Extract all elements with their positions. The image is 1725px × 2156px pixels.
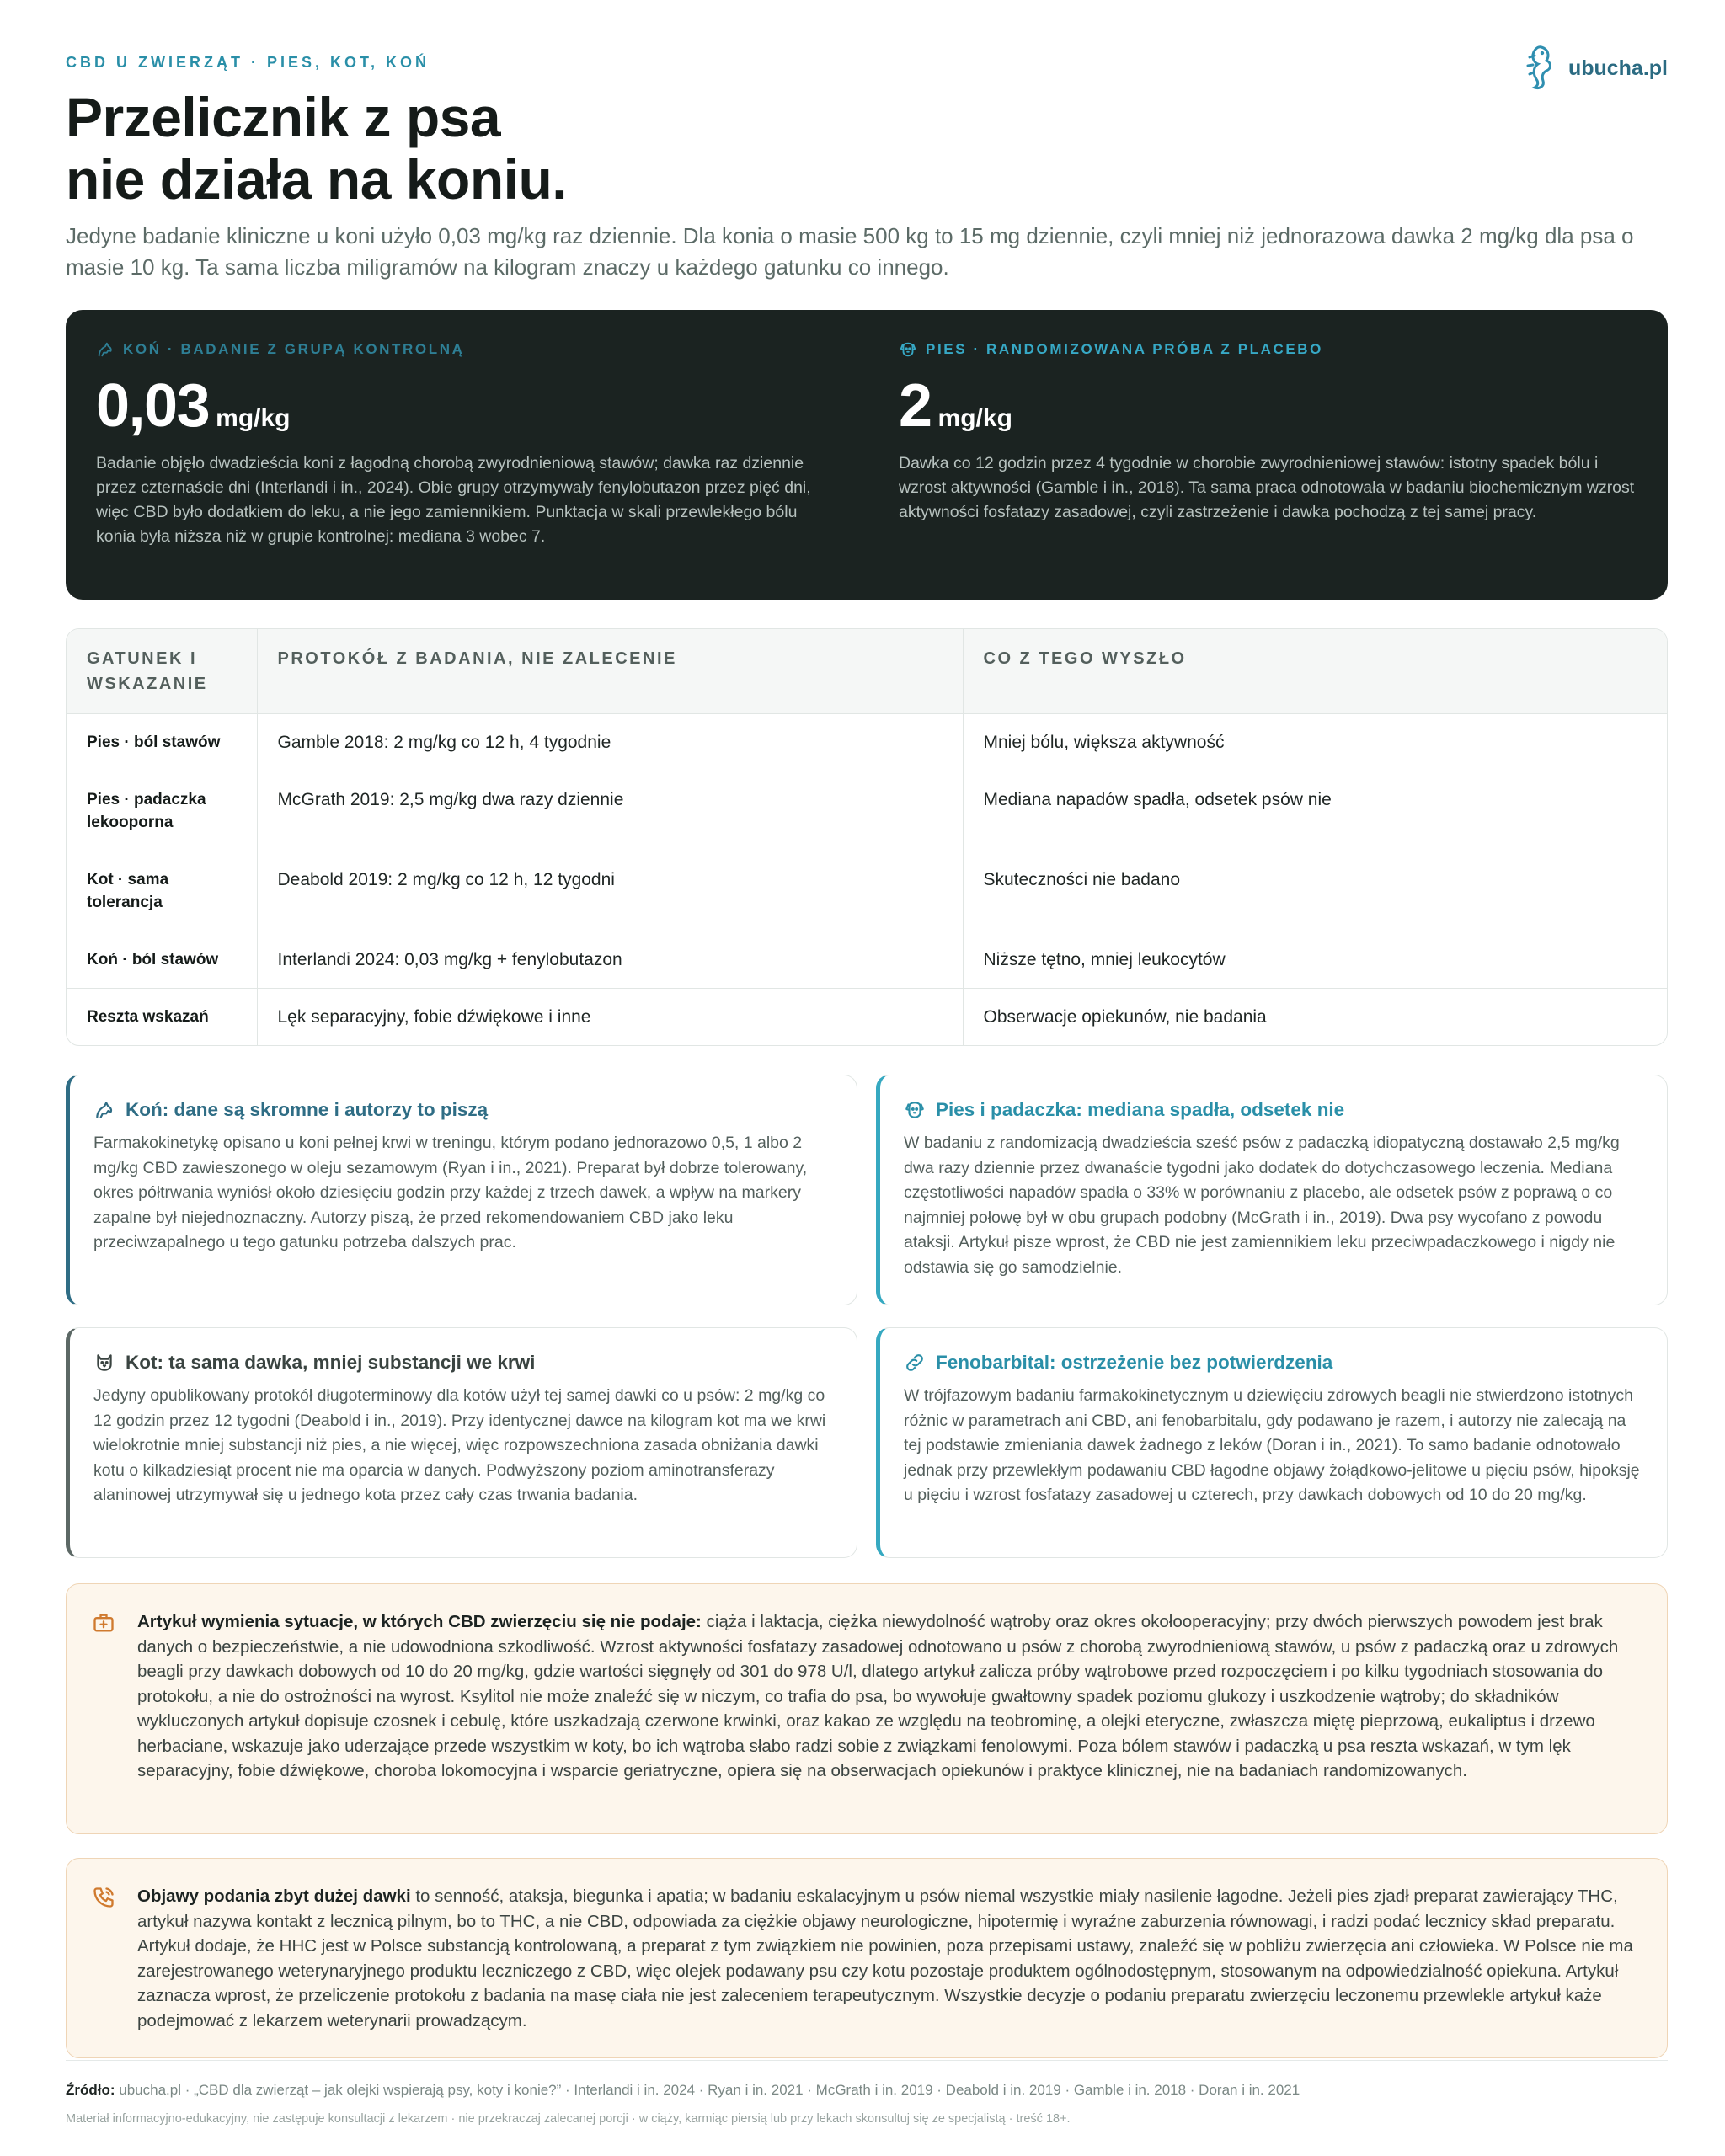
title-line-2: nie działa na koniu.	[66, 148, 568, 211]
card-horse	[66, 1075, 857, 1305]
stat-label: PIES · RANDOMIZOWANA PRÓBA Z PLACEBO	[899, 340, 1640, 359]
stat-label: KOŃ · BADANIE Z GRUPĄ KONTROLNĄ	[96, 340, 837, 359]
source-line	[66, 2082, 1300, 2099]
card-phenobarbital	[876, 1327, 1668, 1558]
card-title: Koń: dane są skromne i autorzy to piszą	[93, 1097, 831, 1123]
disclaimer: Materiał informacyjno-edukacyjny, nie zastępuje konsultacji z lekarzem · nie przekraczaj zalecanej porcji · w ciąży, karmiąc piersią lub przy lekach skonsultuj się ze specjalistą · treść 18+.	[66, 2112, 1071, 2126]
phone-icon	[92, 1886, 115, 1909]
eyebrow: CBD U ZWIERZĄT · PIES, KOT, KOŃ	[66, 54, 430, 71]
cat-icon	[93, 1352, 115, 1374]
card-cat	[66, 1327, 857, 1558]
source-label: Źródło:	[66, 2082, 115, 2098]
notice-body: ciąża i laktacja, ciężka niewydolność wątroby oraz okres okołooperacyjny; przy dwóch pierwszych powodem jest brak danych o bezpieczeństwie, a nie udowodniona szkodliwość. Wzrost aktywności fosfatazy zasadowej odnotowano u psów z chorobą zwyrodnieniową stawów, u psów z padaczką oraz u zdrowych beagli przy dawkach dobowych od 10 do 20 mg/kg, gdzie wartości sięgnęły od 301 do 978 U/l, dlatego artykuł zalicza próby wątrobowe przed rozpoczęciem i po kilku tygodniach stosowania do protokołu, a nie do ostrożności na wyrost. Ksylitol nie może znaleźć się w niczym, co trafia do psa, bo wywołuje gwałtowny spadek poziomu glukozy i uszkodzenie wątroby; do składników wykluczonych artykuł dopisuje czosnek i cebulę, które uszkadzają czerwone krwinki, oraz kakao ze względu na teobrominę, a olejki eteryczne, zwłaszcza miętę pieprzową, eukaliptus i drzewo herbaciane, wskazuje jako uderzające przede wszystkim w koty, bo ich wątroba słabo radzi sobie z związkami fenolowymi. Poza bólem stawów i padaczką u psa reszta wskazań, w tym lęk separacyjny, fobie dźwiękowe, choroba lokomocyjna i wsparcie geriatryczne, opiera się na obserwacjach opiekunów i praktyce klinicznej, nie na badaniach randomizowanych.	[137, 1612, 1619, 1780]
protocol-cell: Deabold 2019: 2 mg/kg co 12 h, 12 tygodni	[257, 851, 963, 931]
stat-unit: mg/kg	[937, 404, 1012, 432]
page-title	[66, 86, 1245, 211]
protocol-table	[66, 628, 1668, 1046]
card-text: Jedyny opublikowany protokół długoterminowy dla kotów użył tej samej dawki co u psów: 2 mg/kg co 12 godzin przez 12 tygodni (Deabold i in., 2019). Przy identycznej dawce na kilogram kot ma we krwi wielokrotnie mniej substancji niż pies, a nie więcej, więc rozpowszechniona zasada obniżania dawki kotu o kilkadziesiąt procent nie ma oparcia w danych. Podwyższony poziom aminotransferazy alaninowej utrzymywał się u jednego kota przez cały czas trwania badania.	[93, 1386, 826, 1504]
table-row	[67, 989, 1667, 1046]
card-text: W badaniu z randomizacją dwadzieścia sześć psów z padaczką idiopatyczną dostawało 2,5 mg/kg dwa razy dziennie przez dwanaście tygodni jako dodatek do dotychczasowego leczenia. Mediana częstotliwości napadów spadła o 33% w porównaniu z placebo, ale odsetek psów z poprawą o co najmniej połowę był w obu grupach podobny (McGrath i in., 2019). Dwa psy wycofano z powodu ataksji. Artykuł pisze wprost, że CBD nie jest zamiennikiem leku przeciwpadaczkowego i nigdy nie odstawia się go samodzielnie.	[904, 1134, 1620, 1277]
stat-dog	[868, 310, 1670, 600]
table-row	[67, 714, 1667, 771]
seahorse-logo-icon	[1521, 44, 1557, 93]
species-cell: Koń · ból stawów	[67, 931, 257, 989]
link-icon	[904, 1352, 926, 1374]
card-dog-epilepsy	[876, 1075, 1668, 1305]
table-row	[67, 851, 1667, 931]
horse-icon	[96, 340, 115, 359]
dog-icon	[904, 1099, 926, 1121]
stat-value	[96, 372, 837, 440]
protocol-cell: Interlandi 2024: 0,03 mg/kg + fenylobutazon	[257, 931, 963, 989]
column-header: GATUNEK I WSKAZANIE	[67, 629, 257, 714]
horse-icon	[93, 1099, 115, 1121]
notice-body: to senność, ataksja, biegunka i apatia; w badaniu eskalacyjnym u psów niemal wszystkie miały nasilenie łagodne. Jeżeli pies zjadł preparat zawierający THC, artykuł nazywa kontakt z lecznicą pilnym, bo to THC, a nie CBD, odpowiada za ciężkie objawy neurologiczne, hipotermię i wyraźne zaburzenia równowagi, i radzi podać lecznicy skład preparatu. Artykuł dodaje, że HHC jest w Polsce substancją kontrolowaną, a preparat z tym związkiem nie powinien, poza przepisami ustawy, znaleźć się w pobliżu zwierzęcia ani człowieka. W Polsce nie ma zarejestrowanego weterynaryjnego produktu leczniczego z CBD, więc olejek podawany psu czy kotu pozostaje produktem ogólnodostępnym, stosowanym na odpowiedzialność opiekuna. Artykuł zaznacza wprost, że przeliczenie protokołu z badania na masę ciała nie jest zaleceniem terapeutycznym. Wszystkie decyzje o podaniu preparatu zwierzęciu leczonemu przewlekle artykuł każe podejmować z lekarzem weterynarii prowadzącym.	[137, 1886, 1633, 2031]
species-cell: Kot · sama tolerancja	[67, 851, 257, 931]
card-title: Fenobarbital: ostrzeżenie bez potwierdzenia	[904, 1350, 1642, 1375]
stat-description: Badanie objęło dwadzieścia koni z łagodną chorobą zwyrodnieniową stawów; dawka raz dziennie przez czternaście dni (Interlandi i in., 2024). Obie grupy otrzymywały fenylobutazon przez pięć dni, więc CBD było dodatkiem do leku, a nie jego zamiennikiem. Punktacja w skali przewlekłego bólu konia była niższa niż w grupie kontrolnej: mediana 3 wobec 7.	[96, 454, 811, 546]
protocol-cell: Gamble 2018: 2 mg/kg co 12 h, 4 tygodnie	[257, 714, 963, 771]
species-cell: Reszta wskazań	[67, 989, 257, 1046]
notice-lead: Artykuł wymienia sytuacje, w których CBD zwierzęciu się nie podaje:	[137, 1612, 702, 1631]
result-cell: Obserwacje opiekunów, nie badania	[963, 989, 1667, 1046]
notice-lead: Objawy podania zbyt dużej dawki	[137, 1886, 411, 1906]
result-cell: Mniej bólu, większa aktywność	[963, 714, 1667, 771]
title-line-1: Przelicznik z psa	[66, 86, 501, 148]
notice-text	[137, 1884, 1643, 2033]
protocol-cell: McGrath 2019: 2,5 mg/kg dwa razy dziennie	[257, 771, 963, 851]
dog-icon	[899, 340, 917, 359]
table-row	[67, 771, 1667, 851]
species-cell: Pies · ból stawów	[67, 714, 257, 771]
result-cell: Niższe tętno, mniej leukocytów	[963, 931, 1667, 989]
card-title: Pies i padaczka: mediana spadła, odsetek nie	[904, 1097, 1642, 1123]
stat-description: Dawka co 12 godzin przez 4 tygodnie w chorobie zwyrodnieniowej stawów: istotny spadek bólu i wzrost aktywności (Gamble i in., 2018). Ta sama praca odnotowała w badaniu biochemicznym wzrost aktywności fosfatazy zasadowej, czyli zastrzeżenie i dawka pochodzą z tej samej pracy.	[899, 454, 1635, 521]
table-row	[67, 931, 1667, 989]
stats-panel	[66, 310, 1668, 600]
first-aid-kit-icon	[92, 1611, 115, 1635]
protocol-cell: Lęk separacyjny, fobie dźwiękowe i inne	[257, 989, 963, 1046]
contraindications-notice	[66, 1583, 1668, 1834]
stat-number: 0,03	[96, 372, 210, 440]
logo[interactable]	[1521, 44, 1668, 93]
lead-paragraph: Jedyne badanie kliniczne u koni użyło 0,03 mg/kg raz dziennie. Dla konia o masie 500 kg to 15 mg dziennie, czyli mniej niż jednorazowa dawka 2 mg/kg dla psa o masie 10 kg. Ta sama liczba miligramów na kilogram znaczy u każdego gatunku co innego.	[66, 223, 1634, 280]
card-title: Kot: ta sama dawka, mniej substancji we krwi	[93, 1350, 831, 1375]
logo-text: ubucha.pl	[1567, 56, 1668, 80]
stat-unit: mg/kg	[216, 404, 291, 432]
notice-text	[137, 1609, 1643, 1784]
table-header-row	[67, 629, 1667, 714]
overdose-notice	[66, 1858, 1668, 2058]
result-cell: Skuteczności nie badano	[963, 851, 1667, 931]
stat-horse	[66, 310, 868, 600]
card-text: Farmakokinetykę opisano u koni pełnej krwi w treningu, którym podano jednorazowo 0,5, 1 albo 2 mg/kg CBD zawieszonego w oleju sezamowym (Ryan i in., 2021). Preparat był dobrze tolerowany, okres półtrwania wyniósł około dziesięciu godzin przy każdej z trzech dawek, a wpływ na markery zapalne był niejednoznaczny. Autorzy piszą, że przed rekomendowaniem CBD jako leku przeciwzapalnego u tego gatunku potrzeba dalszych prac.	[93, 1134, 808, 1251]
card-text: W trójfazowym badaniu farmakokinetycznym u dziewięciu zdrowych beagli nie stwierdzono istotnych różnic w parametrach ani CBD, ani fenobarbitalu, gdy podawano je razem, i autorzy nie zalecają na tej podstawie zmieniania dawek żadnego z leków (Doran i in., 2021). To samo badanie odnotowało jednak przy przewlekłym podawaniu CBD łagodne objawy żołądkowo-jelitowe u pięciu psów, hipoksję u pięciu i wzrost fosfatazy zasadowej u czterech, przy dawkach dobowych od 10 do 20 mg/kg.	[904, 1386, 1640, 1504]
species-cell: Pies · padaczka lekooporna	[67, 771, 257, 851]
column-header: PROTOKÓŁ Z BADANIA, NIE ZALECENIE	[257, 629, 963, 714]
result-cell: Mediana napadów spadła, odsetek psów nie	[963, 771, 1667, 851]
source-text: ubucha.pl · „CBD dla zwierząt – jak olejki wspierają psy, koty i konie?” · Interlandi i in. 2024 · Ryan i in. 2021 · McGrath i in. 2019 · Deabold i in. 2019 · Gamble i in. 2018 · Doran i in. 2021	[115, 2082, 1300, 2098]
footer-divider	[66, 2060, 1668, 2061]
column-header: CO Z TEGO WYSZŁO	[963, 629, 1667, 714]
stat-value	[899, 372, 1640, 440]
stat-number: 2	[899, 372, 932, 440]
